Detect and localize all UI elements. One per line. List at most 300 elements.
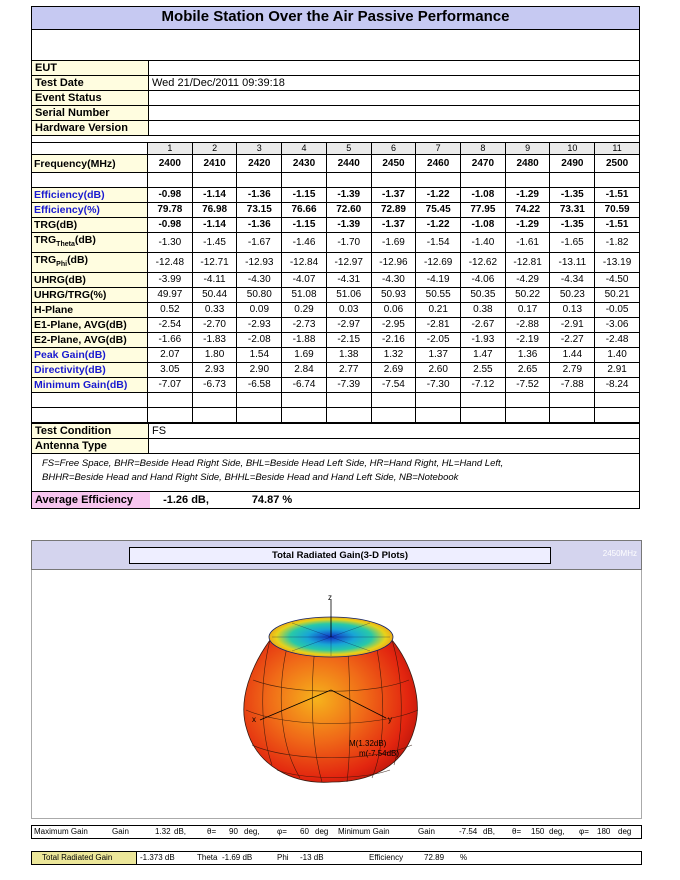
metric-value: 50.22 [505, 288, 550, 303]
metric-row [32, 378, 640, 393]
spacer-cell [416, 393, 461, 408]
metric-value: -4.31 [326, 273, 371, 288]
spacer-cell [595, 393, 640, 408]
metric-label: Peak Gain(dB) [32, 348, 148, 363]
column-index: 10 [550, 143, 595, 155]
spacer-cell [192, 408, 237, 423]
frequency-cell: 2430 [282, 155, 327, 173]
metric-value: 0.33 [192, 303, 237, 318]
spacer-cell [550, 173, 595, 188]
metric-value: 73.15 [237, 203, 282, 218]
metric-label: UHRG(dB) [32, 273, 148, 288]
spacer-cell [237, 173, 282, 188]
spacer-cell [595, 408, 640, 423]
column-index: 9 [505, 143, 550, 155]
metric-label: $TRG_{Phi}(dB)$ [32, 253, 148, 273]
metric-label: E1-Plane, AVG(dB) [32, 318, 148, 333]
metric-value: -6.58 [237, 378, 282, 393]
average-efficiency-row [31, 491, 640, 509]
average-efficiency-percent: 74.87 % [251, 494, 293, 507]
metric-value: -1.51 [595, 188, 640, 203]
spacer-cell [461, 408, 506, 423]
info-label: EUT [32, 61, 149, 76]
info-value [149, 91, 640, 106]
info-value [149, 121, 640, 136]
metric-value: 49.97 [148, 288, 193, 303]
spacer-cell [192, 173, 237, 188]
antenna-type-value [149, 439, 640, 454]
metric-value: 75.45 [416, 203, 461, 218]
metric-value: -1.51 [595, 218, 640, 233]
metric-value: 79.78 [148, 203, 193, 218]
plot-title: Total Radiated Gain(3-D Plots) [129, 547, 551, 564]
metric-value: -2.48 [595, 333, 640, 348]
metric-label: Efficiency(dB) [32, 188, 148, 203]
metric-value: -1.36 [237, 218, 282, 233]
spacer-cell [505, 408, 550, 423]
min-theta-value: 150 [531, 827, 545, 836]
metric-value: -4.30 [371, 273, 416, 288]
metric-value: 0.29 [282, 303, 327, 318]
column-index: 6 [371, 143, 416, 155]
efficiency-value: 72.89 [424, 853, 445, 862]
metric-value: 2.07 [148, 348, 193, 363]
metric-value: -12.84 [282, 253, 327, 273]
metric-value: 3.05 [148, 363, 193, 378]
info-row-event-status [32, 91, 640, 106]
frequency-cell: 2470 [461, 155, 506, 173]
max-theta-unit: deg, [244, 827, 260, 836]
column-index: 5 [326, 143, 371, 155]
y-axis-label: y [388, 715, 392, 724]
metric-value: -2.05 [416, 333, 461, 348]
frequency-cell: 2500 [595, 155, 640, 173]
max-phi-label: φ= [277, 827, 287, 836]
metric-value: -2.81 [416, 318, 461, 333]
min-gain-marker: m(-7.54dB) [359, 749, 400, 758]
metric-value: 2.90 [237, 363, 282, 378]
metric-value: -7.07 [148, 378, 193, 393]
frequency-row [32, 155, 640, 173]
metric-value: 1.54 [237, 348, 282, 363]
metric-value: -7.52 [505, 378, 550, 393]
metric-value: -2.97 [326, 318, 371, 333]
theta-value: -1.69 dB [222, 853, 253, 862]
total-radiated-gain-row [31, 851, 642, 865]
metric-value: 72.60 [326, 203, 371, 218]
frequency-cell: 2480 [505, 155, 550, 173]
metric-value: -1.61 [505, 233, 550, 253]
metric-value: -4.19 [416, 273, 461, 288]
spacer-cell [416, 173, 461, 188]
metric-value: -12.62 [461, 253, 506, 273]
metric-value: 0.17 [505, 303, 550, 318]
metric-value: -1.37 [371, 188, 416, 203]
metric-value: 1.36 [505, 348, 550, 363]
metric-label: Efficiency(%) [32, 203, 148, 218]
metric-value: -2.91 [550, 318, 595, 333]
metric-value: -2.73 [282, 318, 327, 333]
info-label: Event Status [32, 91, 149, 106]
metric-value: -2.70 [192, 318, 237, 333]
spacer-cell [461, 393, 506, 408]
metric-value: -2.19 [505, 333, 550, 348]
info-row-eut [32, 61, 640, 76]
min-gain-unit: dB, [483, 827, 496, 836]
trg-label: Total Radiated Gain [32, 852, 137, 864]
metric-row [32, 333, 640, 348]
metric-value: -1.88 [282, 333, 327, 348]
info-label: Hardware Version [32, 121, 149, 136]
column-index-row [32, 143, 640, 155]
metric-value: -12.97 [326, 253, 371, 273]
metric-row [32, 348, 640, 363]
metric-label: E2-Plane, AVG(dB) [32, 333, 148, 348]
metric-value: -1.08 [461, 218, 506, 233]
z-axis-label: z [328, 593, 332, 602]
trg-value: -1.373 dB [140, 853, 175, 862]
column-index: 2 [192, 143, 237, 155]
frequency-cell: 2490 [550, 155, 595, 173]
metric-value: 76.66 [282, 203, 327, 218]
max-gain-label: Maximum Gain [34, 827, 88, 836]
frequency-cell: 2410 [192, 155, 237, 173]
metric-value: -1.08 [461, 188, 506, 203]
metric-value: -7.39 [326, 378, 371, 393]
metric-value: 0.03 [326, 303, 371, 318]
spacer-row [32, 393, 640, 408]
metric-value: 50.35 [461, 288, 506, 303]
frequency-cell: 2420 [237, 155, 282, 173]
frequency-cell: 2400 [148, 155, 193, 173]
metric-value: -1.29 [505, 188, 550, 203]
info-value [149, 106, 640, 121]
frequency-cell: 2460 [416, 155, 461, 173]
metric-value: -13.19 [595, 253, 640, 273]
plot-area [31, 570, 642, 819]
info-value: Wed 21/Dec/2011 09:39:18 [149, 76, 640, 91]
metric-value: 50.21 [595, 288, 640, 303]
antenna-type-label: Antenna Type [32, 439, 149, 454]
metric-label: TRG(dB) [32, 218, 148, 233]
metric-value: -1.14 [192, 218, 237, 233]
metric-value: 76.98 [192, 203, 237, 218]
max-theta-value: 90 [229, 827, 238, 836]
spacer-cell [326, 173, 371, 188]
spacer-cell [505, 173, 550, 188]
metric-value: -1.69 [371, 233, 416, 253]
metric-value: 2.69 [371, 363, 416, 378]
metric-value: -7.54 [371, 378, 416, 393]
metric-value: -1.37 [371, 218, 416, 233]
info-label: Test Date [32, 76, 149, 91]
metric-value: -2.27 [550, 333, 595, 348]
max-phi-unit: deg [315, 827, 329, 836]
metric-row [32, 318, 640, 333]
phi-label: Phi [277, 853, 289, 862]
spacer-cell [326, 408, 371, 423]
test-condition-table [31, 423, 640, 454]
min-gain-value: -7.54 [459, 827, 478, 836]
spacer-cell [237, 393, 282, 408]
metric-value: -2.67 [461, 318, 506, 333]
metric-value: 2.65 [505, 363, 550, 378]
metric-value: -1.54 [416, 233, 461, 253]
gain-extremes-row [31, 825, 642, 839]
metric-value: -2.88 [505, 318, 550, 333]
metric-value: -4.11 [192, 273, 237, 288]
metric-label: $TRG_{Theta}(dB)$ [32, 233, 148, 253]
column-index: 11 [595, 143, 640, 155]
min-theta-unit: deg, [549, 827, 565, 836]
spacer-cell [505, 393, 550, 408]
metric-value: -1.15 [282, 188, 327, 203]
metric-value: -1.66 [148, 333, 193, 348]
radiation-plot-panel [31, 540, 640, 870]
info-label: Serial Number [32, 106, 149, 121]
spacer-cell [550, 393, 595, 408]
frequency-cell: 2450 [371, 155, 416, 173]
x-axis-label: x [252, 715, 256, 724]
metric-value: 1.44 [550, 348, 595, 363]
metric-value: 2.60 [416, 363, 461, 378]
metric-value: -4.07 [282, 273, 327, 288]
metric-value: 77.95 [461, 203, 506, 218]
antenna-type-row [32, 439, 640, 454]
metric-value: 1.37 [416, 348, 461, 363]
device-info-table [31, 60, 640, 136]
report-title: Mobile Station Over the Air Passive Performance [31, 6, 640, 30]
metric-row [32, 233, 640, 253]
metric-value: -4.34 [550, 273, 595, 288]
metric-value: -1.22 [416, 218, 461, 233]
spacer-cell [148, 408, 193, 423]
metric-value: 1.69 [282, 348, 327, 363]
metric-value: -1.36 [237, 188, 282, 203]
metric-value: 70.59 [595, 203, 640, 218]
test-condition-row [32, 424, 640, 439]
metric-value: -3.06 [595, 318, 640, 333]
metric-row [32, 253, 640, 273]
metric-value: 0.38 [461, 303, 506, 318]
metric-value: 51.06 [326, 288, 371, 303]
column-index: 4 [282, 143, 327, 155]
metric-value: -6.73 [192, 378, 237, 393]
spacer-cell [371, 393, 416, 408]
metric-value: 2.79 [550, 363, 595, 378]
metric-value: 0.06 [371, 303, 416, 318]
spacer-cell [282, 173, 327, 188]
max-gain-value: 1.32 [155, 827, 171, 836]
metric-value: -1.93 [461, 333, 506, 348]
metric-value: 1.47 [461, 348, 506, 363]
metric-value: -7.12 [461, 378, 506, 393]
spacer-cell [371, 408, 416, 423]
metric-row [32, 303, 640, 318]
metric-value: -1.22 [416, 188, 461, 203]
min-phi-unit: deg [618, 827, 632, 836]
metric-value: 2.93 [192, 363, 237, 378]
metric-value: -0.98 [148, 218, 193, 233]
average-efficiency-label: Average Efficiency [32, 492, 150, 508]
metric-value: 2.55 [461, 363, 506, 378]
metric-value: -1.35 [550, 218, 595, 233]
info-row-hardware-version [32, 121, 640, 136]
metric-value: 1.32 [371, 348, 416, 363]
metric-value: 2.77 [326, 363, 371, 378]
column-index: 7 [416, 143, 461, 155]
metric-value: -2.93 [237, 318, 282, 333]
metric-value: 1.40 [595, 348, 640, 363]
spacer-cell [148, 173, 193, 188]
theta-label: Theta [197, 853, 218, 862]
metric-value: 0.21 [416, 303, 461, 318]
metric-value: -1.39 [326, 218, 371, 233]
plot-header [31, 540, 642, 570]
max-gain-unit: dB, [174, 827, 187, 836]
max-gain-marker: M(1.32dB) [349, 739, 387, 748]
metric-row [32, 363, 640, 378]
metric-value: -2.54 [148, 318, 193, 333]
metric-value: -2.15 [326, 333, 371, 348]
spacer-label [32, 408, 148, 423]
metric-value: -4.06 [461, 273, 506, 288]
metric-row [32, 188, 640, 203]
metric-value: 0.52 [148, 303, 193, 318]
metric-value: 50.44 [192, 288, 237, 303]
metric-value: -12.96 [371, 253, 416, 273]
spacer-row [32, 173, 640, 188]
column-index: 8 [461, 143, 506, 155]
spacer-cell [148, 393, 193, 408]
plot-frequency: 2450MHz [602, 549, 637, 558]
spacer-cell [282, 393, 327, 408]
metric-value: 50.55 [416, 288, 461, 303]
metric-label: UHRG/TRG(%) [32, 288, 148, 303]
metric-value: -13.11 [550, 253, 595, 273]
metric-value: 72.89 [371, 203, 416, 218]
metric-value: -1.39 [326, 188, 371, 203]
metric-value: -1.83 [192, 333, 237, 348]
performance-table [31, 142, 640, 423]
spacer-cell [416, 408, 461, 423]
max-phi-value: 60 [300, 827, 309, 836]
info-row-test-date [32, 76, 640, 91]
spacer-cell [550, 408, 595, 423]
metric-value: 51.08 [282, 288, 327, 303]
note-line: BHHR=Beside Head and Hand Right Side, BHHL=Beside Head and Hand Left Side, NB=Notebook [42, 472, 459, 484]
metric-value: -2.16 [371, 333, 416, 348]
metric-value: 0.13 [550, 303, 595, 318]
metric-value: -2.08 [237, 333, 282, 348]
metric-label: H-Plane [32, 303, 148, 318]
metric-value: -1.70 [326, 233, 371, 253]
spacer-cell [326, 393, 371, 408]
metric-value: -1.65 [550, 233, 595, 253]
column-index: 3 [237, 143, 282, 155]
phi-value: -13 dB [300, 853, 324, 862]
metric-value: -4.30 [237, 273, 282, 288]
metric-value: -6.74 [282, 378, 327, 393]
max-gain-gain-label: Gain [112, 827, 129, 836]
min-gain-gain-label: Gain [418, 827, 435, 836]
metric-value: -1.46 [282, 233, 327, 253]
metric-value: 2.84 [282, 363, 327, 378]
min-theta-label: θ= [512, 827, 522, 836]
note-line: FS=Free Space, BHR=Beside Head Right Side, BHL=Beside Head Left Side, HR=Hand Right, HL=Hand Left, [42, 458, 504, 470]
metric-row [32, 273, 640, 288]
metric-label: Directivity(dB) [32, 363, 148, 378]
metric-value: 50.93 [371, 288, 416, 303]
min-gain-label: Minimum Gain [338, 827, 390, 836]
metric-value: -4.50 [595, 273, 640, 288]
metric-value: -0.98 [148, 188, 193, 203]
title-spacer [31, 30, 640, 60]
max-theta-label: θ= [207, 827, 217, 836]
metric-value: -12.48 [148, 253, 193, 273]
metric-value: 2.91 [595, 363, 640, 378]
spacer-cell [237, 408, 282, 423]
metric-value: -8.24 [595, 378, 640, 393]
metric-value: -1.35 [550, 188, 595, 203]
metric-label: Minimum Gain(dB) [32, 378, 148, 393]
min-phi-value: 180 [597, 827, 611, 836]
metric-value: -12.93 [237, 253, 282, 273]
average-efficiency-db: -1.26 dB, [163, 494, 209, 507]
spacer-cell [282, 408, 327, 423]
metric-value: -1.67 [237, 233, 282, 253]
metric-value: 1.80 [192, 348, 237, 363]
index-label [32, 143, 148, 155]
efficiency-label: Efficiency [369, 853, 404, 862]
metric-value: 74.22 [505, 203, 550, 218]
metric-row [32, 203, 640, 218]
efficiency-unit: % [460, 853, 468, 862]
spacer-label [32, 173, 148, 188]
spacer-cell [371, 173, 416, 188]
radiation-pattern-3d[interactable] [32, 570, 639, 818]
metric-value: -7.88 [550, 378, 595, 393]
metric-row [32, 218, 640, 233]
metric-value: -1.14 [192, 188, 237, 203]
metric-value: -7.30 [416, 378, 461, 393]
metric-value: -1.82 [595, 233, 640, 253]
metric-value: -1.40 [461, 233, 506, 253]
metric-row [32, 288, 640, 303]
metric-value: -2.95 [371, 318, 416, 333]
spacer-label [32, 393, 148, 408]
metric-value: -12.71 [192, 253, 237, 273]
spacer-row [32, 408, 640, 423]
column-index: 1 [148, 143, 193, 155]
info-value [149, 61, 640, 76]
test-condition-value: FS [149, 424, 640, 439]
spacer-cell [192, 393, 237, 408]
test-condition-label: Test Condition [32, 424, 149, 439]
info-row-serial-number [32, 106, 640, 121]
metric-value: -12.69 [416, 253, 461, 273]
metric-value: -1.45 [192, 233, 237, 253]
metric-value: -1.29 [505, 218, 550, 233]
abbreviation-note [31, 454, 640, 491]
spacer-cell [595, 173, 640, 188]
metric-value: 50.80 [237, 288, 282, 303]
metric-value: 1.38 [326, 348, 371, 363]
metric-value: -1.15 [282, 218, 327, 233]
spacer-cell [461, 173, 506, 188]
metric-value: 50.23 [550, 288, 595, 303]
metric-value: -0.05 [595, 303, 640, 318]
